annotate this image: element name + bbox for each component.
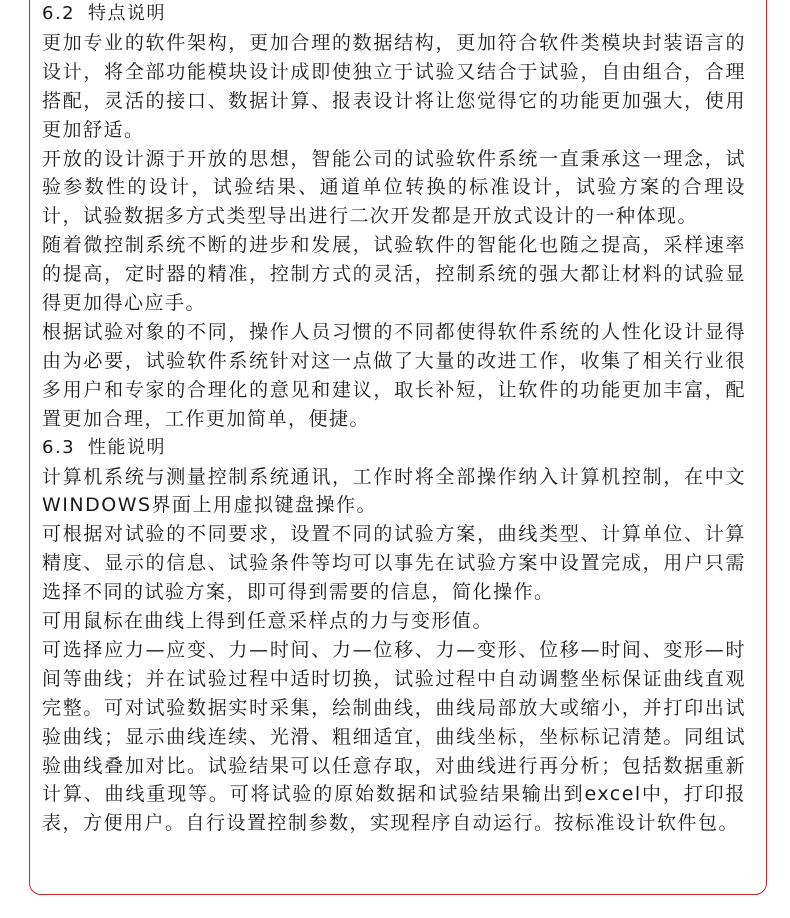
paragraph: 更加专业的软件架构，更加合理的数据结构，更加符合软件类模块封装语言的设计，将全部功能模块设计成即使独立于试验又结合于试验，自由组合，合理搭配，灵活的接口、数据计算、报表设计将让您觉得它的功能更加强大，使用更加舒适。 [42,31,746,141]
section-heading-6-3 [42,434,746,463]
paragraph: 可根据对试验的不同要求，设置不同的试验方案，曲线类型、计算单位、计算精度、显示的信息、试验条件等均可以事先在试验方案中设置完成，用户只需选择不同的试验方案，即可得到需要的信息，简化操作。 [42,523,746,604]
section-number: 6.2 [42,3,76,24]
section-heading-6-2 [42,0,746,29]
paragraph: 随着微控制系统不断的进步和发展，试验软件的智能化也随之提高，采样速率的提高，定时器的精准，控制方式的灵活，控制系统的强大都让材料的试验显得更加得心应手。 [42,234,746,315]
paragraph: 可选择应力—应变、力—时间、力—位移、力—变形、位移—时间、变形—时间等曲线；并在试验过程中适时切换，试验过程中自动调整坐标保证曲线直观完整。可对试验数据实时采集，绘制曲线，曲线局部放大或缩小，并打印出试验曲线；显示曲线连续、光滑、粗细适宜，曲线坐标，坐标标记清楚。同组试验曲线叠加对比。试验结果可以任意存取，对曲线进行再分析；包括数据重新计算、曲线重现等。可将试验的原始数据和试验结果输出到excel中，打印报表，方便用户。自行设置控制参数，实现程序自动运行。按标准设计软件包。 [42,638,746,835]
paragraph: 开放的设计源于开放的思想，智能公司的试验软件系统一直秉承这一理念，试验参数性的设计，试验结果、通道单位转换的标准设计，试验方案的合理设计，试验数据多方式类型导出进行二次开发都是开放式设计的一种体现。 [42,147,746,228]
paragraph: 计算机系统与测量控制系统通讯，工作时将全部操作纳入计算机控制，在中文WINDOWS界面上用虚拟键盘操作。 [42,465,746,517]
document-body [42,0,746,838]
section-title: 性能说明 [88,436,166,458]
paragraph: 根据试验对象的不同，操作人员习惯的不同都使得软件系统的人性化设计显得由为必要，试验软件系统针对这一点做了大量的改进工作，收集了相关行业很多用户和专家的合理化的意见和建议，取长补短，让软件的功能更加丰富，配置更加合理，工作更加简单，便捷。 [42,320,746,430]
section-number: 6.3 [42,436,76,458]
section-title: 特点说明 [88,3,166,24]
paragraph: 可用鼠标在曲线上得到任意采样点的力与变形值。 [42,610,494,633]
